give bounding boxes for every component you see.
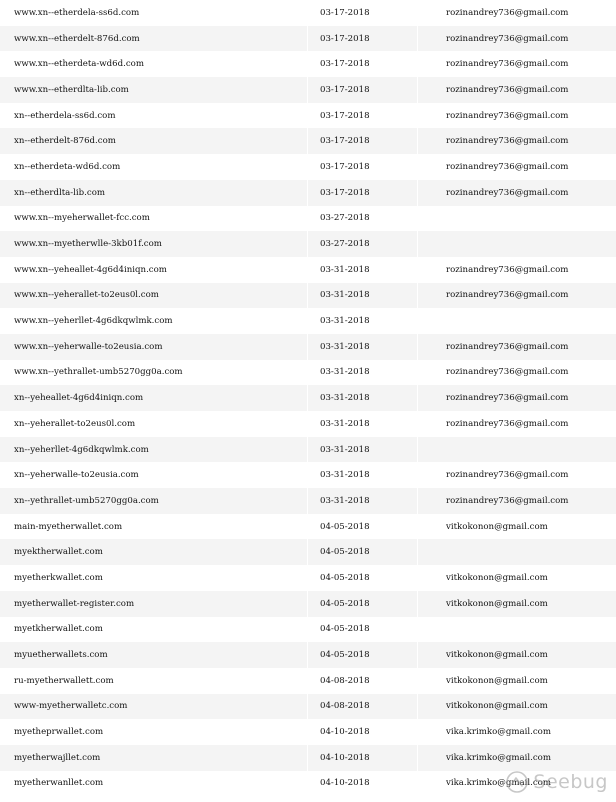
date-cell: 03-31-2018 <box>308 385 418 411</box>
domain-cell: myetherkwallet.com <box>0 565 308 591</box>
email-cell <box>418 308 616 334</box>
email-cell: vitkokonon@gmail.com <box>446 521 548 532</box>
table-row <box>0 103 616 129</box>
email-cell: rozinandrey736@gmail.com <box>446 341 569 352</box>
email-cell: rozinandrey736@gmail.com <box>446 161 569 172</box>
date-cell: 03-17-2018 <box>308 180 418 206</box>
table-row <box>0 206 616 232</box>
email-cell: vika.krimko@gmail.com <box>446 752 551 763</box>
email-cell: rozinandrey736@gmail.com <box>446 470 569 481</box>
date-cell: 03-31-2018 <box>308 334 418 360</box>
domain-cell: www.xn--yethrallet-umb5270gg0a.com <box>0 360 308 386</box>
date-cell: 03-31-2018 <box>308 360 418 386</box>
date-cell: 04-10-2018 <box>308 745 418 771</box>
table-row <box>0 771 616 797</box>
date-cell: 04-05-2018 <box>308 617 418 643</box>
date-cell: 04-08-2018 <box>308 694 418 720</box>
date-cell: 03-17-2018 <box>308 26 418 52</box>
date-cell: 03-27-2018 <box>308 206 418 232</box>
date-cell: 04-05-2018 <box>308 565 418 591</box>
domain-cell: www.xn--etherdela-ss6d.com <box>0 0 308 26</box>
domain-cell: www.xn--yeheallet-4g6d4iniqn.com <box>0 257 308 283</box>
table-row <box>0 360 616 386</box>
domain-cell: www.xn--yeherllet-4g6dkqwlmk.com <box>0 308 308 334</box>
domain-cell: www.xn--myeherwallet-fcc.com <box>0 206 308 232</box>
table-row <box>0 26 616 52</box>
domain-cell: www.xn--etherdlta-lib.com <box>0 77 308 103</box>
date-cell: 03-31-2018 <box>308 437 418 463</box>
email-cell: vitkokonon@gmail.com <box>446 598 548 609</box>
table-row <box>0 745 616 771</box>
table-row <box>0 0 616 26</box>
date-cell: 03-31-2018 <box>308 411 418 437</box>
email-cell: rozinandrey736@gmail.com <box>446 33 569 44</box>
table-row <box>0 539 616 565</box>
email-cell: vika.krimko@gmail.com <box>446 727 551 738</box>
date-cell: 03-31-2018 <box>308 462 418 488</box>
email-cell: rozinandrey736@gmail.com <box>446 264 569 275</box>
email-cell: rozinandrey736@gmail.com <box>446 367 569 378</box>
table-row <box>0 154 616 180</box>
domain-cell: myetherwallet-register.com <box>0 591 308 617</box>
date-cell: 04-10-2018 <box>308 771 418 797</box>
domain-cell: www-myetherwalletc.com <box>0 694 308 720</box>
email-cell <box>418 617 616 643</box>
domain-cell: myetheprwallet.com <box>0 719 308 745</box>
domain-cell: xn--yeherallet-to2eus0l.com <box>0 411 308 437</box>
domain-cell: xn--etherdeta-wd6d.com <box>0 154 308 180</box>
email-cell: rozinandrey736@gmail.com <box>446 418 569 429</box>
email-cell <box>418 231 616 257</box>
email-cell: rozinandrey736@gmail.com <box>446 59 569 70</box>
table-row <box>0 462 616 488</box>
domain-cell: xn--yeherwalle-to2eusia.com <box>0 462 308 488</box>
table-row <box>0 668 616 694</box>
email-cell: rozinandrey736@gmail.com <box>446 495 569 506</box>
email-cell: rozinandrey736@gmail.com <box>446 187 569 198</box>
table-row <box>0 565 616 591</box>
domain-cell: myetherwajllet.com <box>0 745 308 771</box>
table-row <box>0 180 616 206</box>
domain-cell: xn--yethrallet-umb5270gg0a.com <box>0 488 308 514</box>
date-cell: 03-17-2018 <box>308 154 418 180</box>
date-cell: 03-31-2018 <box>308 488 418 514</box>
domain-cell: www.xn--myetherwlle-3kb01f.com <box>0 231 308 257</box>
domain-cell: www.xn--yeherallet-to2eus0l.com <box>0 283 308 309</box>
domain-cell: myuetherwallets.com <box>0 642 308 668</box>
domain-cell: xn--etherdela-ss6d.com <box>0 103 308 129</box>
date-cell: 04-05-2018 <box>308 539 418 565</box>
table-row <box>0 488 616 514</box>
date-cell: 03-27-2018 <box>308 231 418 257</box>
domain-cell: www.xn--etherdeta-wd6d.com <box>0 51 308 77</box>
table-row <box>0 591 616 617</box>
table-row <box>0 719 616 745</box>
table-row <box>0 231 616 257</box>
email-cell: vitkokonon@gmail.com <box>446 701 548 712</box>
table-row <box>0 308 616 334</box>
date-cell: 04-05-2018 <box>308 642 418 668</box>
date-cell: 03-17-2018 <box>308 103 418 129</box>
date-cell: 03-17-2018 <box>308 0 418 26</box>
date-cell: 04-05-2018 <box>308 591 418 617</box>
email-cell: rozinandrey736@gmail.com <box>446 136 569 147</box>
table-row <box>0 617 616 643</box>
date-cell: 04-10-2018 <box>308 719 418 745</box>
table-row <box>0 385 616 411</box>
domain-cell: myektherwallet.com <box>0 539 308 565</box>
domain-cell: xn--yeherllet-4g6dkqwlmk.com <box>0 437 308 463</box>
domain-cell: www.xn--yeherwalle-to2eusia.com <box>0 334 308 360</box>
date-cell: 03-17-2018 <box>308 77 418 103</box>
table-row <box>0 642 616 668</box>
domain-cell: xn--etherdelt-876d.com <box>0 128 308 154</box>
table-row <box>0 257 616 283</box>
table-row <box>0 411 616 437</box>
table-row <box>0 334 616 360</box>
table-row <box>0 128 616 154</box>
date-cell: 03-31-2018 <box>308 257 418 283</box>
date-cell: 03-31-2018 <box>308 308 418 334</box>
email-cell: vitkokonon@gmail.com <box>446 675 548 686</box>
date-cell: 03-17-2018 <box>308 51 418 77</box>
email-cell: vitkokonon@gmail.com <box>446 650 548 661</box>
email-cell <box>418 206 616 232</box>
date-cell: 04-08-2018 <box>308 668 418 694</box>
domain-cell: xn--etherdlta-lib.com <box>0 180 308 206</box>
email-cell <box>418 437 616 463</box>
email-cell: vitkokonon@gmail.com <box>446 572 548 583</box>
domain-cell: xn--yeheallet-4g6d4iniqn.com <box>0 385 308 411</box>
domain-cell: myetkherwallet.com <box>0 617 308 643</box>
table-row <box>0 514 616 540</box>
email-cell: vika.krimko@gmail.com <box>446 778 551 789</box>
date-cell: 03-17-2018 <box>308 128 418 154</box>
email-cell: rozinandrey736@gmail.com <box>446 393 569 404</box>
domain-cell: main-myetherwallet.com <box>0 514 308 540</box>
domain-cell: ru-myetherwallett.com <box>0 668 308 694</box>
email-cell: rozinandrey736@gmail.com <box>446 110 569 121</box>
domain-cell: www.xn--etherdelt-876d.com <box>0 26 308 52</box>
email-cell: rozinandrey736@gmail.com <box>446 84 569 95</box>
date-cell: 03-31-2018 <box>308 283 418 309</box>
table-row <box>0 283 616 309</box>
date-cell: 04-05-2018 <box>308 514 418 540</box>
table-row <box>0 77 616 103</box>
table-row <box>0 51 616 77</box>
watermark-text: Seebug <box>533 771 608 793</box>
email-cell: rozinandrey736@gmail.com <box>446 290 569 301</box>
table-row <box>0 437 616 463</box>
email-cell <box>418 539 616 565</box>
table-row <box>0 694 616 720</box>
email-cell: rozinandrey736@gmail.com <box>446 7 569 18</box>
domain-cell: myetherwanllet.com <box>0 771 308 797</box>
